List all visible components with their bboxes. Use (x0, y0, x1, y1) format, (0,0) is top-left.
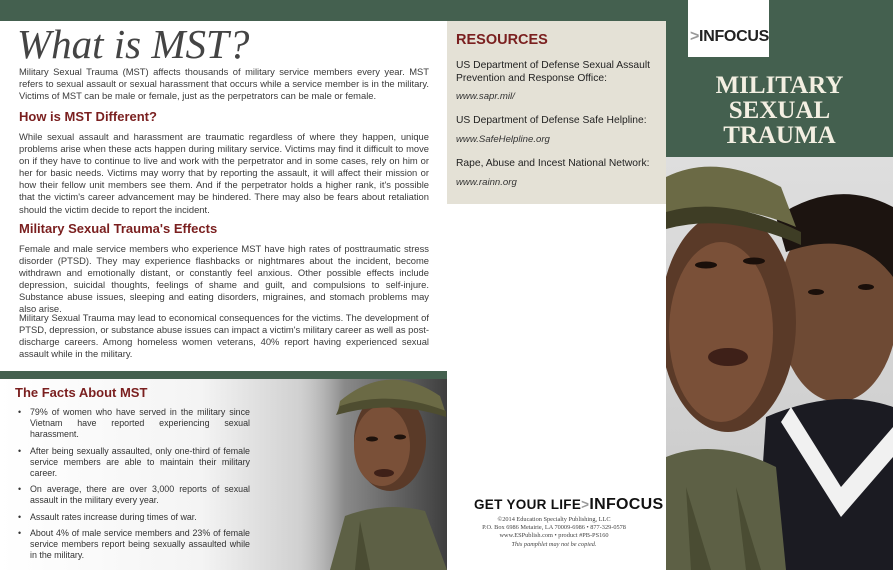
section-paragraph-effects: Female and male service members who experience MST have high rates of posttraumatic stress disorder (PTSD). They may experience flashbacks or nightmares about the incident, become withdrawn and emotionally distant, or constantly feel anxious. Other possible effects include depression, suicidal thoughts, feelings of shame and guilt, and compulsions to self-injure. Substance abuse issues, sleeping and eating disorders, migraines, and stomach problems may also arise. (19, 243, 429, 315)
section-heading-effects: Military Sexual Trauma's Effects (19, 221, 218, 236)
tagline-prefix: GET YOUR LIFE (474, 497, 582, 512)
page-title: What is MST? (17, 21, 250, 67)
facts-panel (0, 371, 447, 570)
tagline-logo (474, 496, 663, 514)
resource-url[interactable]: www.rainn.org (456, 177, 517, 188)
facts-top-bar (0, 371, 447, 379)
logo-gt: > (690, 28, 700, 45)
logo-focus: FOCUS (714, 28, 769, 45)
section-paragraph-economic: Military Sexual Trauma may lead to economical consequences for the victims. The development of PTSD, depression, or substance abuse issues can impact a victim's military career as well as post-discharge careers. Among homeless women veterans, 40% report having experienced sexual assault while in the military. (19, 312, 429, 360)
facts-list (18, 407, 250, 566)
fact-item: • After being sexually assaulted, only one-third of female service members are able to maintain their military career. (18, 446, 250, 480)
tagline-gt: > (581, 497, 590, 512)
cover-title (666, 73, 893, 148)
publisher-line: P.O. Box 6986 Metairie, LA 70009-6986 • 877-329-0578 (482, 524, 626, 531)
facts-title: The Facts About MST (15, 385, 148, 400)
resources-title: RESOURCES (456, 32, 548, 48)
cover-title-line: MILITARY (715, 72, 844, 99)
resource-name: US Department of Defense Sexual Assault Prevention and Response Office: (456, 60, 651, 84)
resources-panel (447, 21, 666, 204)
fact-item: • On average, there are over 3,000 reports of sexual assault in the military every year. (18, 484, 250, 506)
resource-name: US Department of Defense Safe Helpline: (456, 115, 647, 126)
section-paragraph-different: While sexual assault and harassment are traumatic regardless of where they happen, unique problems arise when these acts happen during military service. Victims may find it difficult to move on if they have to continue to live and work with the perpetrator and in some cases, rely on him or her for basic needs. Victims may worry that by reporting the assault, it will affect their mission or how their fellow unit members see them. And if the perpetrator holds a higher rank, it's possible that the victim's career advancement may be hindered. There may also be fears about retaliation should the victim decide to report the incident. (19, 131, 429, 215)
section-heading-different: How is MST Different? (19, 109, 157, 124)
resource-url[interactable]: www.sapr.mil/ (456, 91, 515, 102)
resource-name: Rape, Abuse and Incest National Network: (456, 158, 650, 169)
intro-paragraph: Military Sexual Trauma (MST) affects thousands of military service members every year. MST refers to sexual assault or sexual harassment that occurs while a service member is in the military. Victims of MST can be male or female, just as the perpetrators can be male or female. (19, 66, 429, 102)
female-soldier-photo (300, 371, 447, 570)
publisher-line: This pamphlet may not be copied. (511, 541, 597, 548)
infocus-logo (690, 28, 769, 46)
resource-url[interactable]: www.SafeHelpline.org (456, 134, 550, 145)
publisher-line: www.ESPublish.com • product #PB-PS160 (499, 532, 609, 539)
fact-item: • Assault rates increase during times of war. (18, 512, 250, 523)
tagline-focus: FOCUS (605, 496, 664, 513)
logo-in: IN (699, 28, 715, 45)
fact-item: • About 4% of male service members and 23% of female service members report being sexually assaulted while in the military. (18, 528, 250, 562)
tagline-in: IN (589, 496, 606, 513)
cover-title-line: TRAUMA (723, 122, 836, 149)
fact-item: • 79% of women who have served in the military since Vietnam have reported experiencing sexual harassment. (18, 407, 250, 441)
publisher-line: ©2014 Education Specialty Publishing, LLC (497, 516, 611, 523)
soldiers-cover-photo (666, 157, 893, 570)
cover-title-line: SEXUAL (728, 97, 831, 124)
